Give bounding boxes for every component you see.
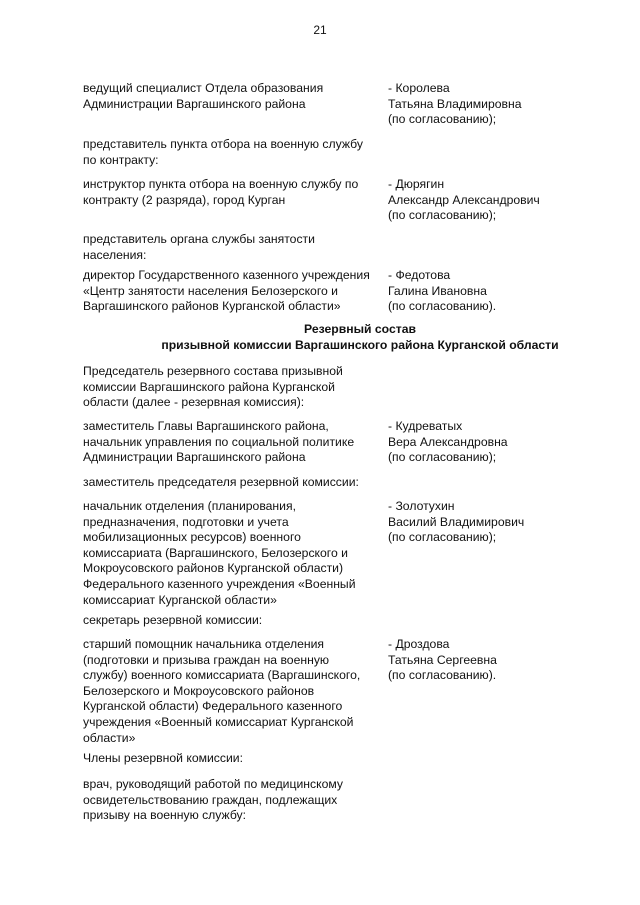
entry-position: начальник отделения (планирования, предназначения, подготовки и учета мобилизационных ресурсов) военного комиссариата (Варгашинского, Белозерского и Мокроусовского районов Курганской области) Федерального казенного учреждения «Военный комиссариат Курганской области» xyxy=(83,499,356,607)
entry-position: заместитель Главы Варгашинского района, начальник управления по социальной политике Администрации Варгашинского района xyxy=(83,419,355,465)
entry-position: Члены резервной комиссии: xyxy=(83,751,243,765)
entry-position: директор Государственного казенного учреждения «Центр занятости населения Белозерского и Варгашинского районов Курганской области» xyxy=(83,268,370,314)
entry-person: - Дроздова Татьяна Сергеевна (по согласованию). xyxy=(388,637,497,683)
entry-position: представитель пункта отбора на военную службу по контракту: xyxy=(83,137,363,167)
reserve-section-heading: Резервный состав призывной комиссии Варгашинского района Курганской области xyxy=(161,322,559,352)
entry-position: старший помощник начальника отделения (подготовки и призыва граждан на военную службу) военного комиссариата (Варгашинского, Белозерского и Мокроусовского районов Курганской области) Федерального казенного учреждения «Военный комиссариат Курганской области» xyxy=(83,637,361,745)
entry-position: заместитель председателя резервной комиссии: xyxy=(83,475,359,489)
entry-person: - Золотухин Василий Владимирович (по согласованию); xyxy=(388,499,525,545)
entry-person: - Дюрягин Александр Александрович (по согласованию); xyxy=(388,177,540,223)
entry-position: врач, руководящий работой по медицинскому освидетельствованию граждан, подлежащих призыву на военную службу: xyxy=(83,777,343,823)
entry-person: - Федотова Галина Ивановна (по согласованию). xyxy=(388,268,497,314)
entry-position: представитель органа службы занятости населения: xyxy=(83,232,315,262)
entry-position: секретарь резервной комиссии: xyxy=(83,613,263,627)
entry-position: ведущий специалист Отдела образования Администрации Варгашинского района xyxy=(83,81,324,111)
entry-person: - Кудреватых Вера Александровна (по согласованию); xyxy=(388,419,508,465)
entry-person: - Королева Татьяна Владимировна (по согласованию); xyxy=(388,81,522,127)
page-number: 21 xyxy=(313,23,327,37)
entry-position: Председатель резервного состава призывной комиссии Варгашинского района Курганской области (далее - резервная комиссия): xyxy=(83,364,343,410)
entry-position: инструктор пункта отбора на военную службу по контракту (2 разряда), город Курган xyxy=(83,177,359,207)
